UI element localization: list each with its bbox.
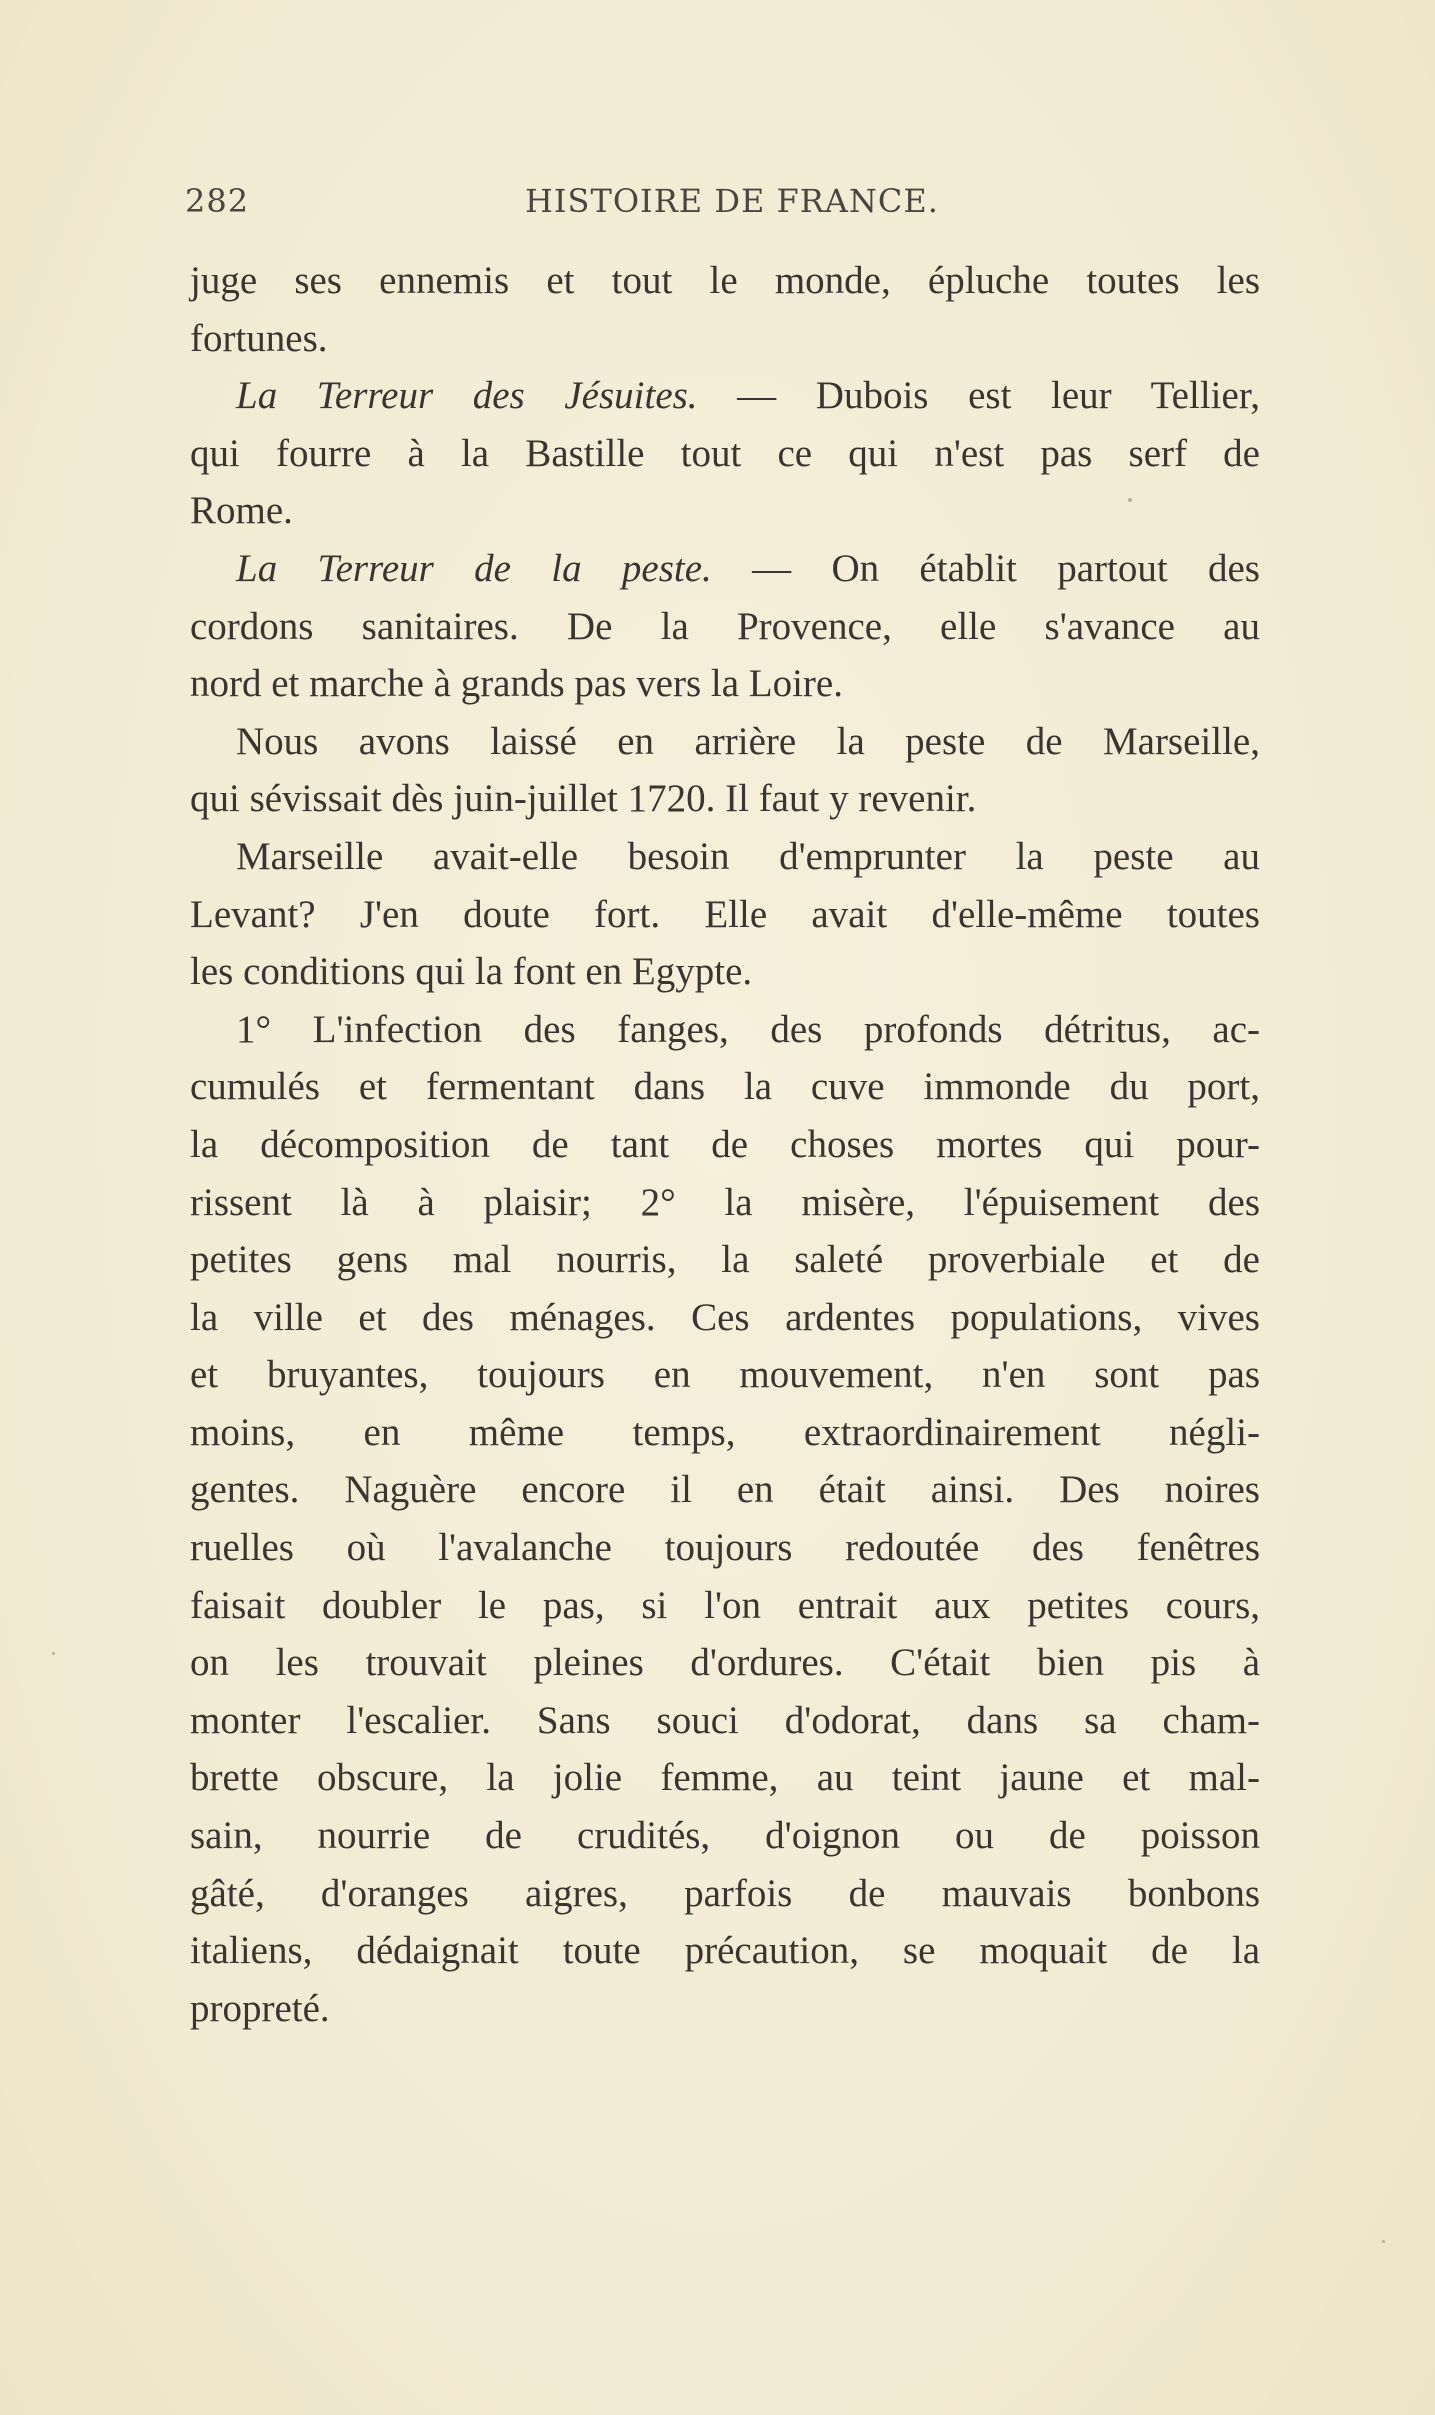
text-line: faisait doubler le pas, si l'on entrait aux petites cours,	[190, 1583, 1260, 1627]
text-line: La Terreur de la peste. — On établit partout des	[236, 546, 1260, 590]
text-line: la ville et des ménages. Ces ardentes populations, vives	[190, 1295, 1260, 1339]
paper-speck	[1382, 2240, 1385, 2243]
running-title: HISTOIRE DE FRANCE.	[525, 182, 939, 220]
page-number: 282	[185, 182, 250, 220]
text-line: propreté.	[190, 1986, 330, 2030]
text-line: rissent là à plaisir; 2° la misère, l'épuisement des	[190, 1180, 1260, 1224]
paper-speck	[52, 1652, 55, 1655]
section-heading: La Terreur des Jésuites.	[236, 374, 698, 418]
text-line: monter l'escalier. Sans souci d'odorat, dans sa cham-	[190, 1698, 1260, 1742]
text-line: Nous avons laissé en arrière la peste de Marseille,	[236, 719, 1260, 763]
text-line: petites gens mal nourris, la saleté proverbiale et de	[190, 1238, 1260, 1282]
text-line: cumulés et fermentant dans la cuve immonde du port,	[190, 1065, 1260, 1109]
text-line: la décomposition de tant de choses mortes qui pour-	[190, 1122, 1260, 1166]
text-line: Rome.	[190, 489, 293, 533]
text-line: sain, nourrie de crudités, d'oignon ou de poisson	[190, 1814, 1260, 1858]
text-line: gentes. Naguère encore il en était ainsi. Des noires	[190, 1468, 1260, 1512]
text-line: qui fourre à la Bastille tout ce qui n'est pas serf de	[190, 431, 1260, 475]
text-line: Marseille avait-elle besoin d'emprunter la peste au	[236, 834, 1260, 878]
text-line: fortunes.	[190, 316, 328, 360]
text-line: Levant? J'en doute fort. Elle avait d'elle-même toutes	[190, 892, 1260, 936]
text-line: brette obscure, la jolie femme, au teint jaune et mal-	[190, 1756, 1260, 1800]
text-line: ruelles où l'avalanche toujours redoutée des fenêtres	[190, 1526, 1260, 1570]
page-header	[185, 182, 1257, 232]
text-line: on les trouvait pleines d'ordures. C'était bien pis à	[190, 1641, 1260, 1685]
text-line: nord et marche à grands pas vers la Loire.	[190, 662, 843, 706]
text-line: 1° L'infection des fanges, des profonds détritus, ac-	[236, 1007, 1260, 1051]
paper-speck	[1128, 498, 1132, 502]
text-line: juge ses ennemis et tout le monde, épluche toutes les	[190, 259, 1260, 302]
text-line: italiens, dédaignait toute précaution, se moquait de la	[190, 1929, 1260, 1973]
text-line: La Terreur des Jésuites. — Dubois est leur Tellier,	[236, 374, 1260, 418]
text-line: gâté, d'oranges aigres, parfois de mauvais bonbons	[190, 1871, 1260, 1915]
text-line: les conditions qui la font en Egypte.	[190, 950, 753, 994]
text-line: et bruyantes, toujours en mouvement, n'en sont pas	[190, 1353, 1260, 1397]
text-line: qui sévissait dès juin-juillet 1720. Il faut y revenir.	[190, 777, 977, 821]
section-heading: La Terreur de la peste.	[236, 546, 712, 590]
text-line: cordons sanitaires. De la Provence, elle s'avance au	[190, 604, 1260, 648]
body-text	[190, 252, 1260, 2037]
text-line: moins, en même temps, extraordinairement négli-	[190, 1410, 1260, 1454]
